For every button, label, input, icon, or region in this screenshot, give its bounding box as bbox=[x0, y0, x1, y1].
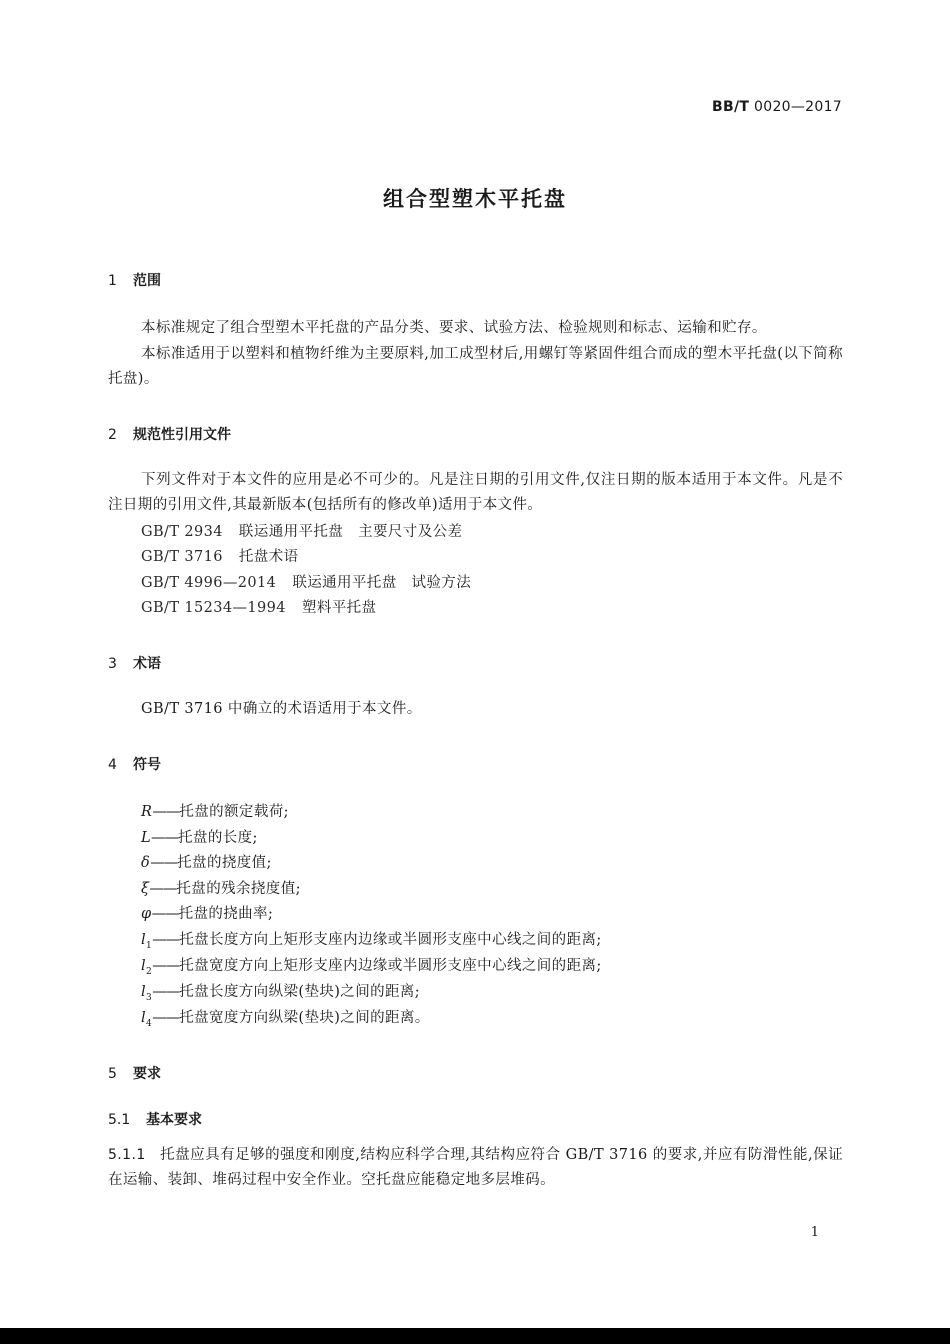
symbol: φ bbox=[141, 906, 152, 922]
symbol-dash: —— bbox=[150, 855, 178, 871]
symbol-dash: —— bbox=[151, 830, 179, 846]
standard-code-prefix: BB/T bbox=[712, 99, 750, 115]
reference-title: 塑料平托盘 bbox=[301, 600, 377, 616]
symbol-description: 托盘宽度方向上矩形支座内边缘或半圆形支座中心线之间的距离; bbox=[179, 958, 602, 974]
symbol-item bbox=[141, 954, 602, 977]
symbol: $l_4$ bbox=[141, 1010, 153, 1029]
clause-number: 5.1.1 bbox=[108, 1147, 146, 1163]
symbol-description: 托盘宽度方向纵梁(垫块)之间的距离。 bbox=[179, 1010, 430, 1026]
symbol-item bbox=[141, 826, 258, 849]
symbol-item bbox=[141, 877, 301, 900]
section-1-paragraph-2: 本标准适用于以塑料和植物纤维为主要原料,加工成型材后,用螺钉等紧固件组合而成的塑木平托盘(以下简称托盘)。 bbox=[108, 346, 843, 387]
document-title: 组合型塑木平托盘 bbox=[383, 187, 567, 211]
section-title: 范围 bbox=[133, 273, 161, 289]
section-number: 2 bbox=[108, 427, 117, 443]
page-number: 1 bbox=[810, 1225, 819, 1240]
clause-text: 托盘应具有足够的强度和刚度,结构应科学合理,其结构应符合 GB/T 3716 的要求,并应有防滑性能,保证在运输、装卸、堆码过程中安全作业。空托盘应能稳定地多层堆码。 bbox=[108, 1147, 843, 1188]
symbol-dash: —— bbox=[152, 1010, 180, 1026]
section-title: 规范性引用文件 bbox=[133, 427, 231, 443]
symbol-dash: —— bbox=[152, 984, 180, 1000]
symbol-description: 托盘的挠度值; bbox=[177, 855, 272, 871]
symbol-description: 托盘的额定载荷; bbox=[179, 804, 289, 820]
symbol-item bbox=[141, 800, 289, 823]
symbol-item bbox=[141, 902, 273, 925]
subsection-title: 基本要求 bbox=[146, 1112, 202, 1128]
reference-item bbox=[141, 520, 462, 541]
symbol-description: 托盘的长度; bbox=[178, 830, 258, 846]
reference-item bbox=[141, 545, 299, 566]
reference-code: GB/T 4996—2014 bbox=[141, 575, 277, 591]
reference-title: 联运通用平托盘 主要尺寸及公差 bbox=[238, 524, 463, 540]
symbol-item bbox=[141, 928, 602, 951]
section-5-heading bbox=[108, 1063, 161, 1083]
standard-code-number: 0020—2017 bbox=[754, 99, 842, 115]
subsection-5-1-heading bbox=[108, 1109, 202, 1129]
symbol: $l_1$ bbox=[141, 932, 153, 951]
symbol-dash: —— bbox=[149, 881, 177, 897]
reference-title: 联运通用平托盘 试验方法 bbox=[292, 575, 472, 591]
section-4-heading bbox=[108, 754, 161, 774]
section-3-paragraph: GB/T 3716 中确立的术语适用于本文件。 bbox=[141, 701, 422, 717]
reference-item bbox=[141, 571, 471, 592]
symbol: $l_2$ bbox=[141, 958, 153, 977]
symbol-item bbox=[141, 851, 272, 874]
symbol-item bbox=[141, 1006, 430, 1029]
reference-item bbox=[141, 596, 376, 617]
symbol: δ bbox=[141, 855, 151, 871]
clause-5-1-1 bbox=[108, 1143, 843, 1193]
reference-code: GB/T 2934 bbox=[141, 524, 223, 540]
section-number: 4 bbox=[108, 757, 117, 773]
standard-code bbox=[712, 99, 842, 115]
section-title: 要求 bbox=[133, 1066, 161, 1082]
section-2-paragraph: 下列文件对于本文件的应用是必不可少的。凡是注日期的引用文件,仅注日期的版本适用于本文件。凡是不注日期的引用文件,其最新版本(包括所有的修改单)适用于本文件。 bbox=[108, 472, 843, 513]
reference-code: GB/T 3716 bbox=[141, 549, 223, 565]
symbol-dash: —— bbox=[152, 804, 180, 820]
symbol-dash: —— bbox=[152, 932, 180, 948]
symbol: R bbox=[141, 804, 153, 820]
section-number: 3 bbox=[108, 656, 117, 672]
section-3-heading bbox=[108, 653, 161, 673]
symbol-dash: —— bbox=[152, 958, 180, 974]
reference-title: 托盘术语 bbox=[238, 549, 299, 565]
symbol: L bbox=[141, 830, 152, 846]
bottom-border bbox=[0, 1328, 950, 1344]
section-title: 术语 bbox=[133, 656, 161, 672]
section-2-heading bbox=[108, 424, 231, 444]
symbol-dash: —— bbox=[151, 906, 179, 922]
symbol-description: 托盘的残余挠度值; bbox=[176, 881, 301, 897]
section-1-heading bbox=[108, 270, 161, 290]
section-title: 符号 bbox=[133, 757, 161, 773]
subsection-number: 5.1 bbox=[108, 1112, 131, 1128]
section-1-paragraph-1: 本标准规定了组合型塑木平托盘的产品分类、要求、试验方法、检验规则和标志、运输和贮存。 bbox=[141, 320, 767, 336]
reference-code: GB/T 15234—1994 bbox=[141, 600, 286, 616]
symbol: $l_3$ bbox=[141, 984, 153, 1003]
symbol-item bbox=[141, 980, 420, 1003]
section-number: 5 bbox=[108, 1066, 117, 1082]
symbol-description: 托盘长度方向上矩形支座内边缘或半圆形支座中心线之间的距离; bbox=[179, 932, 602, 948]
symbol-description: 托盘长度方向纵梁(垫块)之间的距离; bbox=[179, 984, 421, 1000]
section-number: 1 bbox=[108, 273, 117, 289]
symbol-description: 托盘的挠曲率; bbox=[178, 906, 274, 922]
symbol: ξ bbox=[141, 881, 150, 897]
